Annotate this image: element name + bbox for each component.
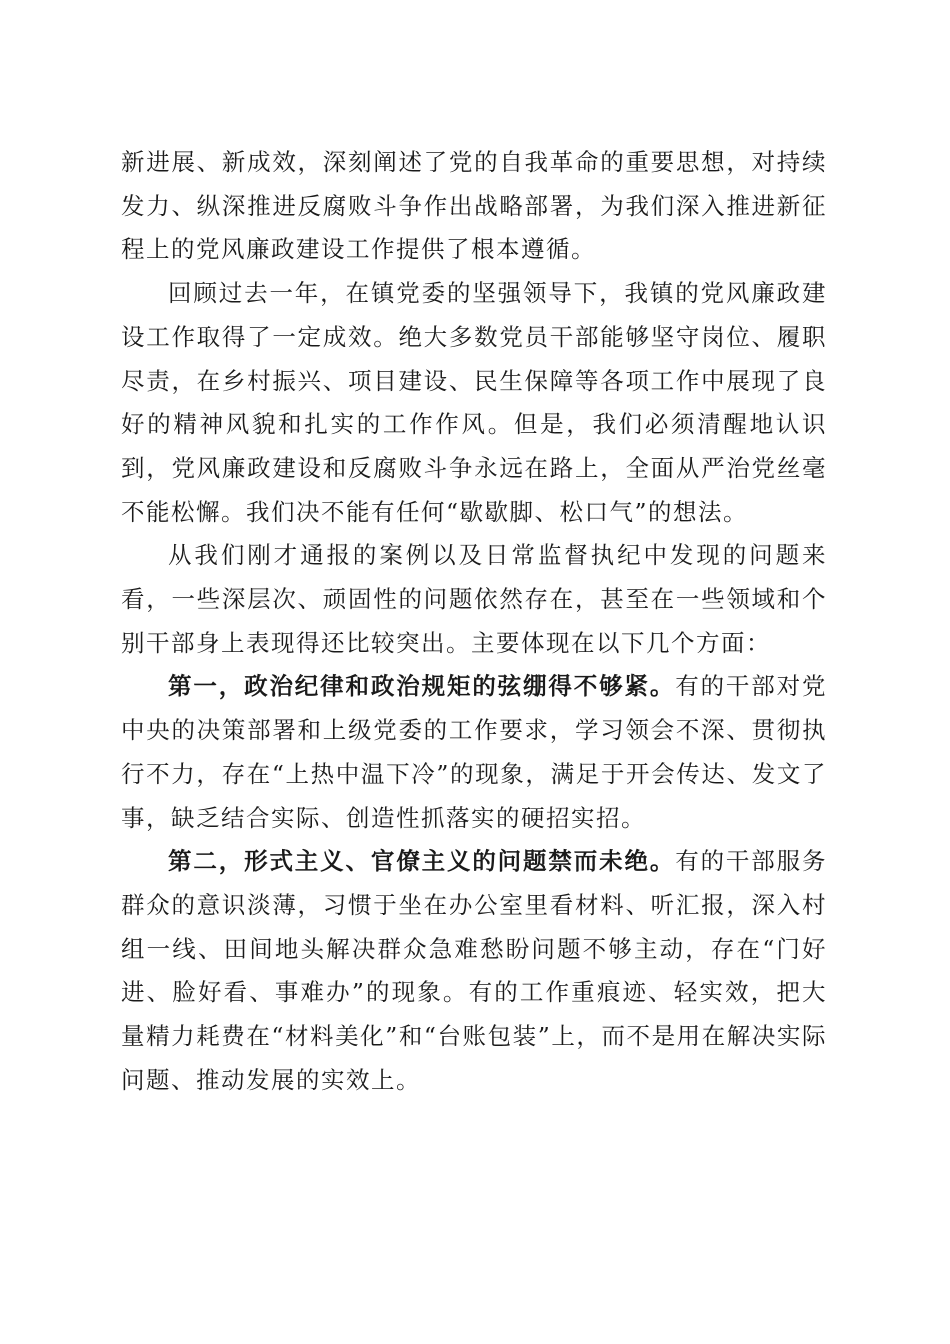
paragraph-text: 有的干部对党中央的决策部署和上级党委的工作要求，学习领会不深、贯彻执行不力，存在“上热中温下冷”的现象，满足于开会传达、发文了事，缺乏结合实际、创造性抓落实的硬招实招。 xyxy=(121,672,828,832)
paragraph-heading: 第二，形式主义、官僚主义的问题禁而未绝。 xyxy=(168,847,676,876)
paragraph-point-one xyxy=(121,665,827,840)
paragraph-text: 从我们刚才通报的案例以及日常监督执纪中发现的问题来看，一些深层次、顽固性的问题依然存在，甚至在一些领域和个别干部身上表现得还比较突出。主要体现在以下几个方面： xyxy=(121,541,827,657)
paragraph-review xyxy=(121,272,827,534)
paragraph-text: 新进展、新成效，深刻阐述了党的自我革命的重要思想，对持续发力、纵深推进反腐败斗争作出战略部署，为我们深入推进新征程上的党风廉政建设工作提供了根本遵循。 xyxy=(121,148,827,264)
paragraph-point-two xyxy=(121,840,827,1102)
paragraph-continuation xyxy=(121,141,827,272)
paragraph-text: 有的干部服务群众的意识淡薄，习惯于坐在办公室里看材料、听汇报，深入村组一线、田间地头解决群众急难愁盼问题不够主动，存在“门好进、脸好看、事难办”的现象。有的工作重痕迹、轻实效，把大量精力耗费在“材料美化”和“台账包装”上，而不是用在解决实际问题、推动发展的实效上。 xyxy=(121,847,828,1094)
paragraph-text: 回顾过去一年，在镇党委的坚强领导下，我镇的党风廉政建设工作取得了一定成效。绝大多数党员干部能够坚守岗位、履职尽责，在乡村振兴、项目建设、民生保障等各项工作中展现了良好的精神风貌和扎实的工作作风。但是，我们必须清醒地认识到，党风廉政建设和反腐败斗争永远在路上，全面从严治党丝毫不能松懈。我们决不能有任何“歇歇脚、松口气”的想法。 xyxy=(121,279,827,526)
paragraph-heading: 第一，政治纪律和政治规矩的弦绷得不够紧。 xyxy=(168,672,676,701)
paragraph-problems-intro xyxy=(121,534,827,665)
document-body xyxy=(121,141,827,1102)
